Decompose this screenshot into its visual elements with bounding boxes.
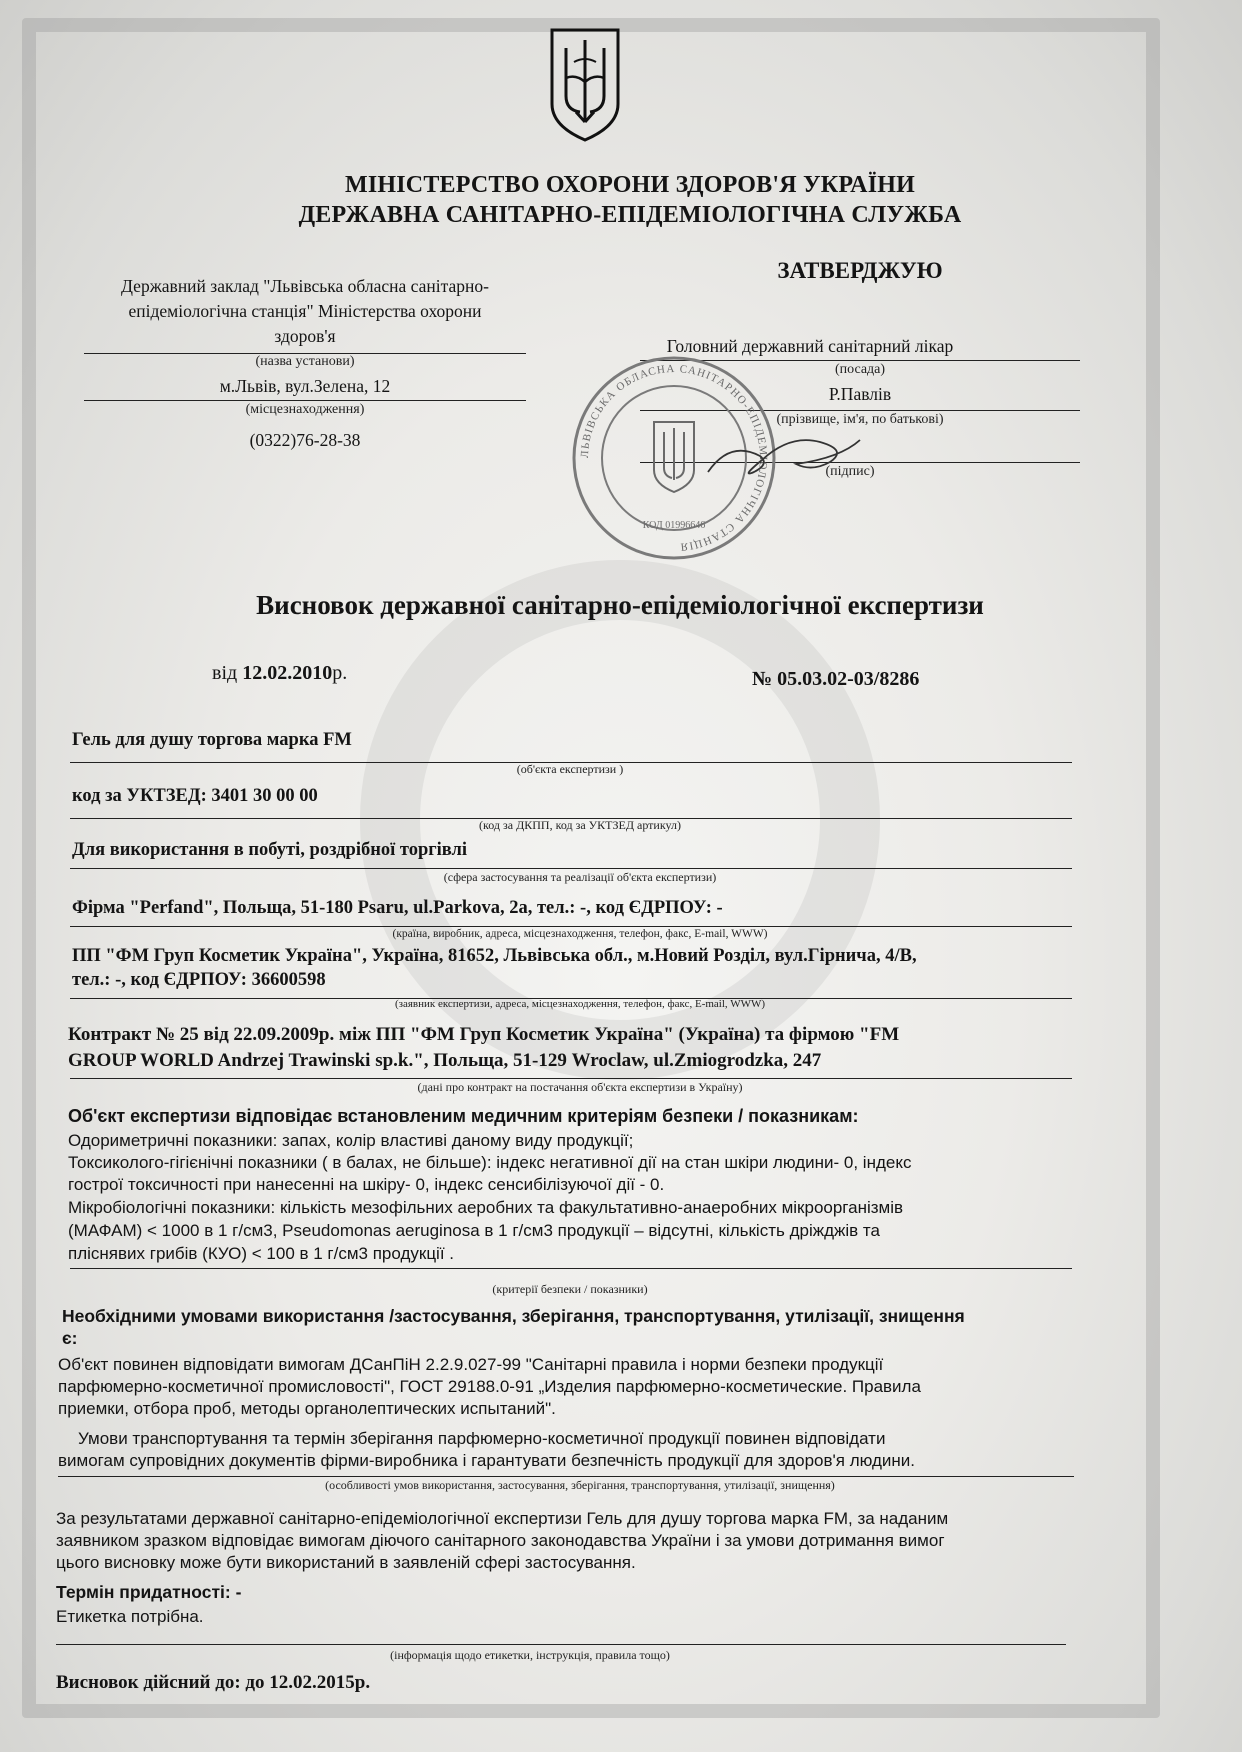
conditions-heading-line2: є: bbox=[62, 1328, 78, 1348]
document-title: Висновок державної санітарно-епідеміологічної експертизи bbox=[256, 590, 984, 620]
approval-name-caption: (прізвище, ім'я, по батькові) bbox=[776, 412, 944, 427]
code-field: код за УКТЗЕД: 3401 30 00 00 bbox=[72, 786, 318, 806]
criteria-heading: Об'єкт експертизи відповідає встановленим медичним критеріям безпеки / показникам: bbox=[68, 1106, 859, 1126]
label-caption: (інформація щодо етикетки, інструкція, правила тощо) bbox=[390, 1648, 670, 1662]
applicant-caption: (заявник експертизи, адреса, місцезнаходження, телефон, факс, E-mail, WWW) bbox=[394, 998, 766, 1010]
conclusion-line: За результатами державної санітарно-епідеміологічної експертизи Гель для душу торгова марка FM, за наданим bbox=[56, 1509, 949, 1528]
conclusion-line: цього висновку може бути використаний в заявленій сфері застосування. bbox=[56, 1553, 636, 1572]
rule bbox=[58, 1476, 1074, 1477]
scope-caption: (сфера застосування та реалізації об'єкта експертизи) bbox=[443, 870, 717, 884]
producer-field: Фірма "Perfand", Польща, 51-180 Psaru, ul.Parkova, 2a, тел.: -, код ЄДРПОУ: - bbox=[72, 898, 723, 918]
institution-name-line1: Державний заклад "Львівська обласна санітарно- bbox=[121, 276, 489, 296]
contract-field-line1: Контракт № 25 від 22.09.2009р. між ПП "ФМ Груп Косметик Україна" (Україна) та фірмою "FM bbox=[68, 1024, 900, 1045]
approval-heading: ЗАТВЕРДЖУЮ bbox=[777, 258, 943, 283]
ministry-title-line2: ДЕРЖАВНА САНІТАРНО-ЕПІДЕМІОЛОГІЧНА СЛУЖБА bbox=[298, 202, 962, 228]
stamp-text: ЛЬВІВСЬКА ОБЛАСНА САНІТАРНО-ЕПІДЕМІОЛОГІЧНА СТАНЦІЯ bbox=[578, 362, 770, 553]
criteria-line: Токсиколого-гігієнічні показники ( в балах, не більше): індекс негативної дії на стан шкіри людини- 0, індекс bbox=[68, 1153, 912, 1172]
applicant-field-line2: тел.: -, код ЄДРПОУ: 36600598 bbox=[72, 970, 326, 990]
object-field: Гель для душу торгова марка FM bbox=[72, 730, 352, 750]
criteria-line: гострої токсичності при нанесенні на шкіру- 0, індекс сенсибілізуючої дії - 0. bbox=[68, 1175, 665, 1194]
document-date bbox=[212, 662, 347, 685]
signature-scribble bbox=[700, 420, 870, 490]
approval-name: Р.Павлів bbox=[828, 384, 892, 404]
stamp-code: КОД 01996646 bbox=[642, 520, 706, 531]
contract-caption: (дані про контракт на постачання об'єкта експертизи в Україну) bbox=[417, 1080, 743, 1094]
criteria-line: Одориметричні показники: запах, колір властиві даному виду продукції; bbox=[68, 1131, 634, 1150]
institution-name-line2: епідеміологічна станція" Міністерства охорони bbox=[128, 301, 482, 321]
conditions-line: вимогам супровідних документів фірми-виробника і гарантувати безпечність продукції для здоров'я людини. bbox=[58, 1451, 916, 1470]
scope-field: Для використання в побуті, роздрібної торгівлі bbox=[72, 840, 468, 860]
shelf-life: Термін придатності: - bbox=[56, 1582, 242, 1602]
institution-address: м.Львів, вул.Зелена, 12 bbox=[219, 376, 391, 396]
rule bbox=[70, 868, 1072, 869]
conclusion-line: заявником зразком відповідає вимогам діючого санітарного законодавства України і за умови дотримання вимог bbox=[56, 1531, 945, 1550]
rule bbox=[70, 1268, 1072, 1269]
rule bbox=[84, 400, 526, 401]
stamp-trident-icon bbox=[654, 422, 694, 492]
criteria-line: Мікробіологічні показники: кількість мезофільних аеробних та факультативно-анаеробних мікроорганізмів bbox=[68, 1198, 904, 1217]
approval-position: Головний державний санітарний лікар bbox=[666, 336, 954, 356]
approval-position-caption: (посада) bbox=[834, 362, 886, 377]
conditions-line: Об'єкт повинен відповідати вимогам ДСанПіН 2.2.9.027-99 "Санітарні правила і норми безпеки продукції bbox=[58, 1355, 884, 1374]
contract-field-line2: GROUP WORLD Andrzej Trawinski sp.k.", Польща, 51-129 Wroclaw, ul.Zmiogrodzka, 247 bbox=[68, 1050, 822, 1071]
conditions-line: приемки, отбора проб, методы органолептических испытаний". bbox=[58, 1399, 556, 1418]
code-caption: (код за ДКПП, код за УКТЗЕД артикул) bbox=[479, 818, 681, 832]
rule bbox=[70, 1078, 1072, 1079]
date-prefix: від bbox=[212, 662, 238, 684]
rule bbox=[56, 1644, 1066, 1645]
conditions-line: Умови транспортування та термін зберігання парфюмерно-косметичної продукції повинен відповідати bbox=[78, 1429, 886, 1448]
criteria-line: (МАФАМ) < 1000 в 1 г/см3, Pseudomonas aeruginosa в 1 г/см3 продукції – відсутні, кількість дріжджів та bbox=[68, 1221, 880, 1240]
institution-name-line3: здоров'я bbox=[274, 326, 336, 346]
valid-until: Висновок дійсний до: до 12.02.2015р. bbox=[56, 1672, 371, 1693]
approval-signature-caption: (підпис) bbox=[825, 464, 875, 479]
document-number: № 05.03.02-03/8286 bbox=[752, 668, 920, 690]
conditions-caption: (особливості умов використання, застосування, зберігання, транспортування, утилізації, знищення) bbox=[325, 1478, 835, 1492]
date-suffix: р. bbox=[332, 662, 348, 684]
criteria-line: пліснявих грибів (КУО) < 100 в 1 г/см3 продукції . bbox=[68, 1244, 455, 1263]
rule bbox=[70, 926, 1072, 927]
applicant-field-line1: ПП "ФМ Груп Косметик Україна", Україна, 81652, Львівська обл., м.Новий Розділ, вул.Гірнича, 4/В, bbox=[72, 946, 917, 966]
conditions-line: парфюмерно-косметичної промисловості", ГОСТ 29188.0-91 „Изделия парфюмерно-косметические. Правила bbox=[58, 1377, 921, 1396]
date-value: 12.02.2010 bbox=[242, 662, 333, 684]
producer-caption: (країна, виробник, адреса, місцезнаходження, телефон, факс, E-mail, WWW) bbox=[392, 928, 768, 940]
label-note: Етикетка потрібна. bbox=[56, 1607, 204, 1626]
object-caption: (об'єкта експертизи ) bbox=[516, 762, 624, 776]
coat-of-arms-icon bbox=[548, 26, 622, 144]
institution-name-caption: (назва установи) bbox=[255, 354, 355, 369]
institution-phone: (0322)76-28-38 bbox=[249, 430, 361, 450]
criteria-caption: (критерії безпеки / показники) bbox=[492, 1282, 648, 1296]
ministry-title-line1: МІНІСТЕРСТВО ОХОРОНИ ЗДОРОВ'Я УКРАЇНИ bbox=[344, 172, 915, 198]
institution-address-caption: (місцезнаходження) bbox=[245, 402, 365, 417]
conditions-heading-line1: Необхідними умовами використання /застосування, зберігання, транспортування, утилізації, знищення bbox=[62, 1306, 965, 1326]
